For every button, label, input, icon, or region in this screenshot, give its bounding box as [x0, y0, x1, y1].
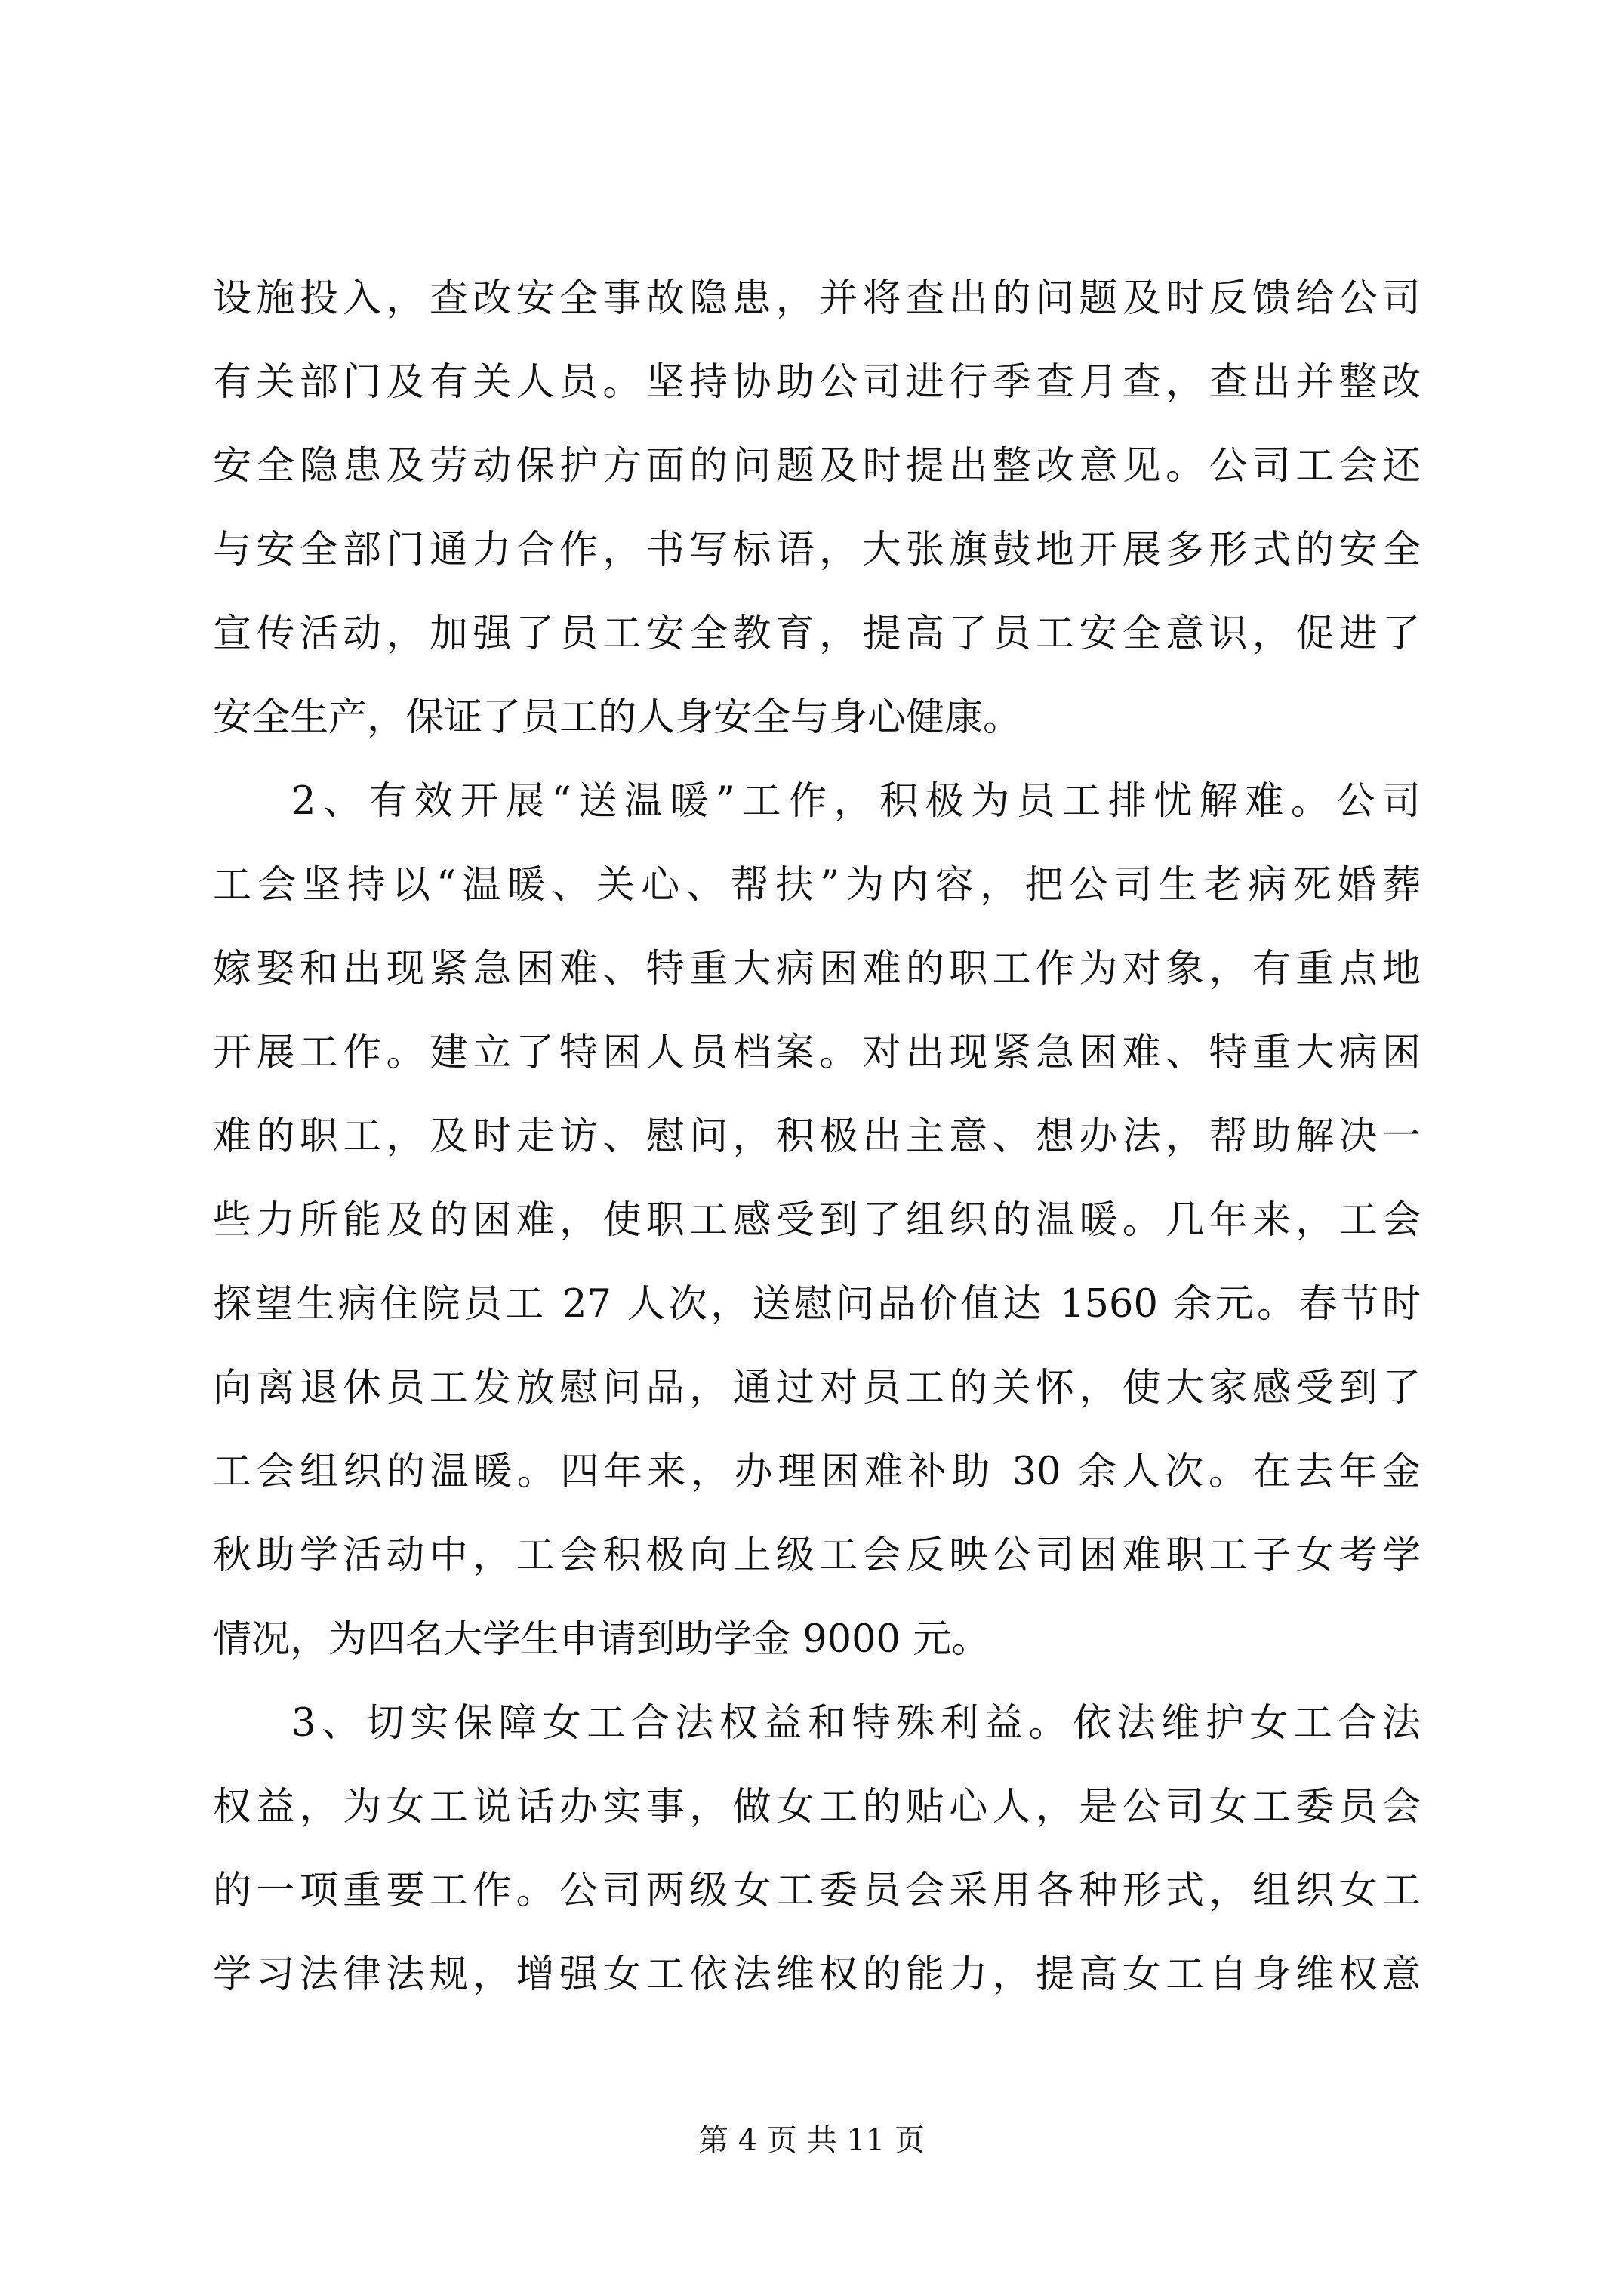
text-line: 些力所能及的困难，使职工感受到了组织的温暖。几年来，工会 [213, 1198, 1421, 1243]
text-line: 工会坚持以“温暖、关心、帮扶”为内容，把公司生老病死婚葬 [213, 863, 1421, 908]
text-line: 工会组织的温暖。四年来，办理困难补助 30 余人次。在去年金 [213, 1450, 1421, 1494]
body-text [213, 257, 1421, 2017]
text-line: 学习法律法规，增强女工依法维权的能力，提高女工自身维权意 [213, 1952, 1421, 1997]
text-line: 向离退休员工发放慰问品，通过对员工的关怀，使大家感受到了 [213, 1366, 1421, 1410]
text-line: 秋助学活动中，工会积极向上级工会反映公司困难职工子女考学 [213, 1533, 1421, 1578]
text-line: 开展工作。建立了特困人员档案。对出现紧急困难、特重大病困 [213, 1031, 1421, 1075]
text-line: 与安全部门通力合作，书写标语，大张旗鼓地开展多形式的安全 [213, 528, 1421, 572]
text-line: 的一项重要工作。公司两级女工委员会采用各种形式，组织女工 [213, 1869, 1421, 1913]
text-line: 情况，为四名大学生申请到助学金 9000 元。 [213, 1617, 990, 1662]
text-line: 难的职工，及时走访、慰问，积极出主意、想办法，帮助解决一 [213, 1114, 1421, 1159]
text-line: 权益，为女工说话办实事，做女工的贴心人，是公司女工委员会 [213, 1785, 1421, 1829]
text-line: 宣传活动，加强了员工安全教育，提高了员工安全意识，促进了 [213, 612, 1421, 656]
text-line: 嫁娶和出现紧急困难、特重大病困难的职工作为对象，有重点地 [213, 947, 1421, 991]
text-line: 安全生产，保证了员工的人身安全与身心健康。 [213, 695, 1022, 740]
page-footer [0, 2122, 1623, 2159]
text-line: 有关部门及有关人员。坚持协助公司进行季查月查，查出并整改 [213, 360, 1421, 405]
text-line: 安全隐患及劳动保护方面的问题及时提出整改意见。公司工会还 [213, 444, 1421, 488]
text-line: 探望生病住院员工 27 人次，送慰问品价值达 1560 余元。春节时 [213, 1282, 1421, 1327]
paragraph-first-line: 2、有效开展“送温暖”工作，积极为员工排忧解难。公司 [291, 779, 1421, 824]
text-line: 设施投入，查改安全事故隐患，并将查出的问题及时反馈给公司 [213, 276, 1421, 321]
page-number: 第 4 页 共 11 页 [698, 2123, 925, 2158]
paragraph-first-line: 3、切实保障女工合法权益和特殊利益。依法维护女工合法 [291, 1701, 1421, 1746]
